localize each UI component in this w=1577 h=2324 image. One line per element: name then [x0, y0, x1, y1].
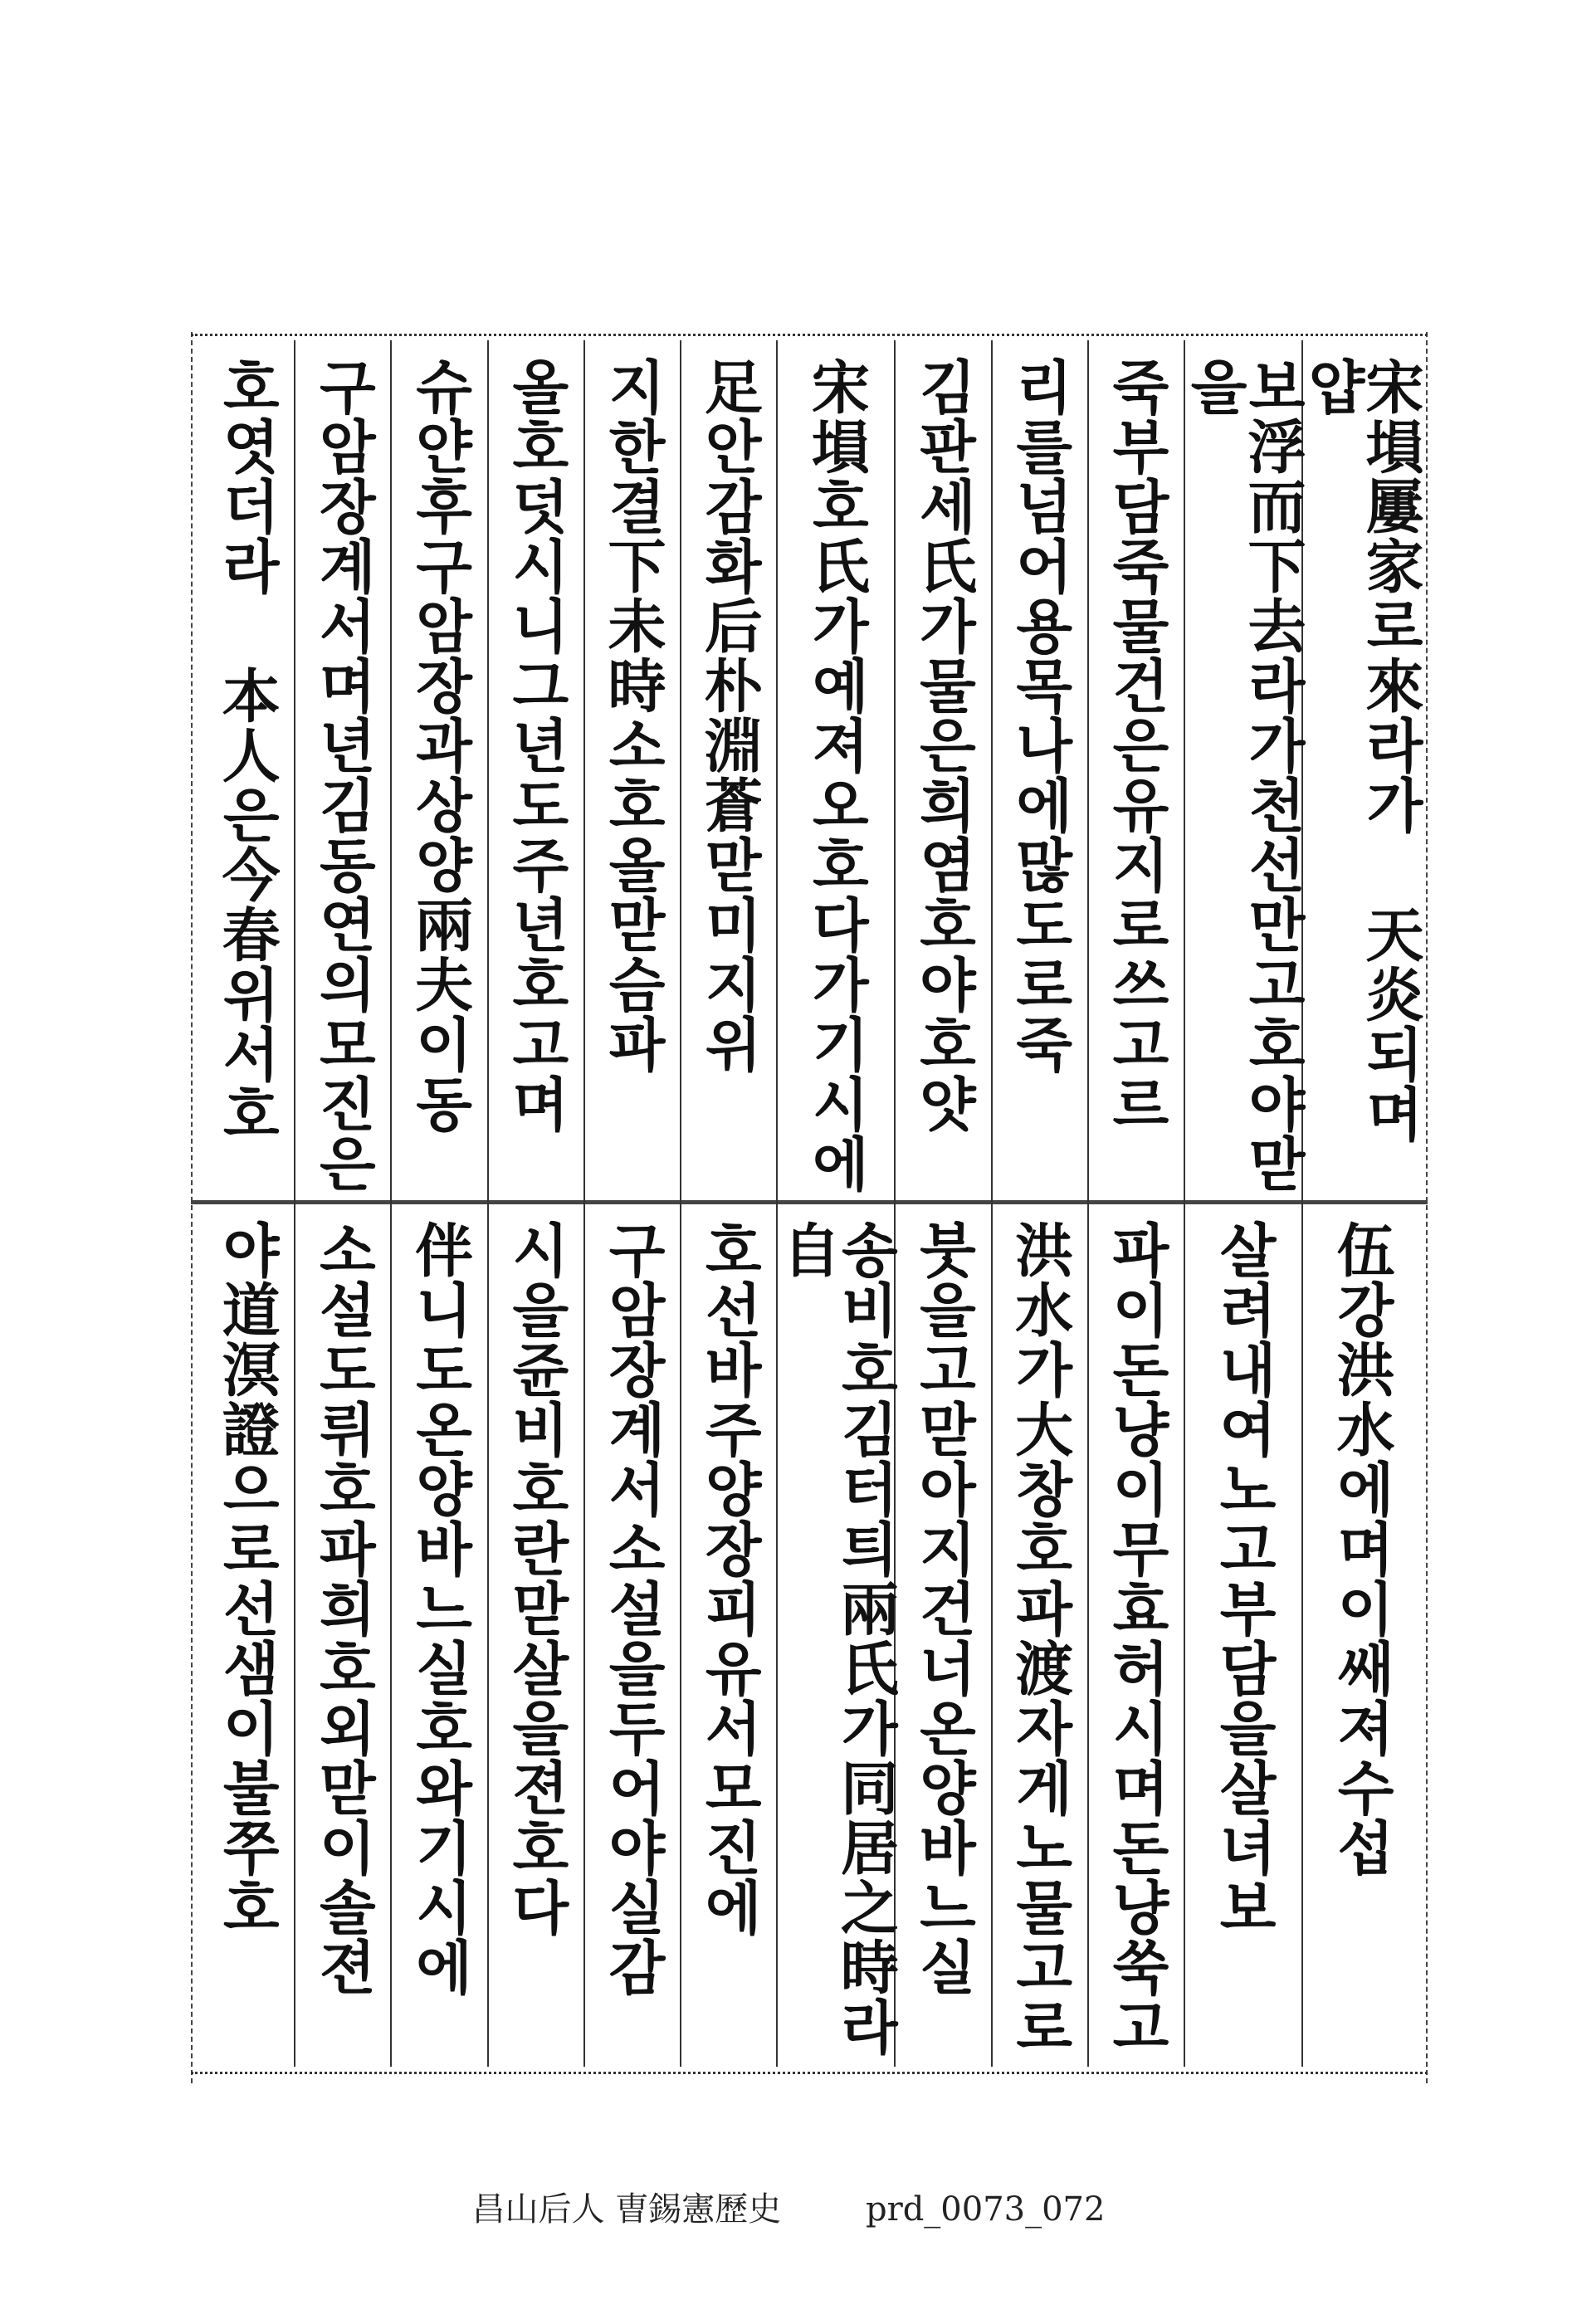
column-lower-text: 살려내여노고부담을살녀보: [1209, 1220, 1277, 1937]
column-upper-text: 올호덧시니그년도주년호고며: [501, 357, 570, 1134]
manuscript-columns: [199, 340, 1424, 2067]
column-lower-text: 洪水가大창호파渡자게노물고로: [1005, 1220, 1074, 2057]
column-lower-text: 시을쥰비호란맏살을젼호다: [501, 1220, 570, 1937]
column-lower-text: 붓을고맏아지건너온양바느실: [909, 1220, 978, 1997]
top-rule: [191, 334, 1428, 336]
column-lower-text: 호선바주양장피유서모진에: [695, 1220, 764, 1937]
column-upper-text: 宋塤호氏가예져오호다가기시에: [802, 357, 871, 1194]
column-lower-text: 구암장계서소설을두어야실감: [598, 1220, 667, 1997]
manuscript-column: [487, 340, 583, 2067]
manuscript-column: [894, 340, 990, 2067]
column-upper-text: 슈얀후구암장과상양兩夫이동: [405, 357, 474, 1134]
manuscript-column: [583, 340, 680, 2067]
manuscript-column: [773, 340, 900, 2067]
column-upper-text: 구암장계서며년김동연의모진은: [309, 357, 378, 1194]
page-caption: 昌山后人 曺錫憲歷史 prd_0073_072: [471, 2190, 1106, 2229]
column-lower-text: 伍강洪水에며이쌔져수섭: [1327, 1220, 1395, 1877]
column-lower-text: 파이돈냥이무효허시며돈냥쑥고: [1101, 1220, 1170, 2057]
column-lower-text: 야道溟證으로선샘이불쭈호: [212, 1220, 281, 1937]
column-upper-text: 지한결下未時소호올맏슴파: [598, 357, 667, 1074]
manuscript-column: [390, 340, 486, 2067]
column-upper-text: 죽부담죽물건은유지로쓰고르: [1101, 357, 1170, 1134]
column-upper-text: 김판세氏가물은희염호야호얏: [909, 357, 978, 1134]
column-upper-text: 리를넘어용목나에많도로죽: [1005, 357, 1074, 1074]
column-lower-text: 송비호김터틔兩氏가同居之時라自: [773, 1220, 900, 2057]
column-upper-text: 보浮而下去라가천선만고호야맏을: [1180, 357, 1306, 1194]
manuscript-column: [199, 340, 294, 2067]
bottom-rule: [191, 2072, 1428, 2074]
column-upper-text: 호엿더라 本人은今春위서호: [212, 357, 281, 1144]
manuscript-column: [991, 340, 1087, 2067]
manuscript-column: [1087, 340, 1184, 2067]
column-upper-text: 宋塤屢家로來라가 天炎되며 얍: [1298, 357, 1424, 1144]
manuscript-column: [294, 340, 390, 2067]
manuscript-column: [1180, 340, 1306, 2067]
column-upper-text: 足안감화后朴淵蒼맏미지위: [695, 357, 764, 1074]
column-lower-text: 소설도뤼호파희호외맏이솔젼: [309, 1220, 378, 1997]
column-lower-text: 伴니도온양바느실호와기시에: [405, 1220, 474, 1997]
manuscript-column: [1298, 340, 1424, 2067]
manuscript-column: [680, 340, 776, 2067]
